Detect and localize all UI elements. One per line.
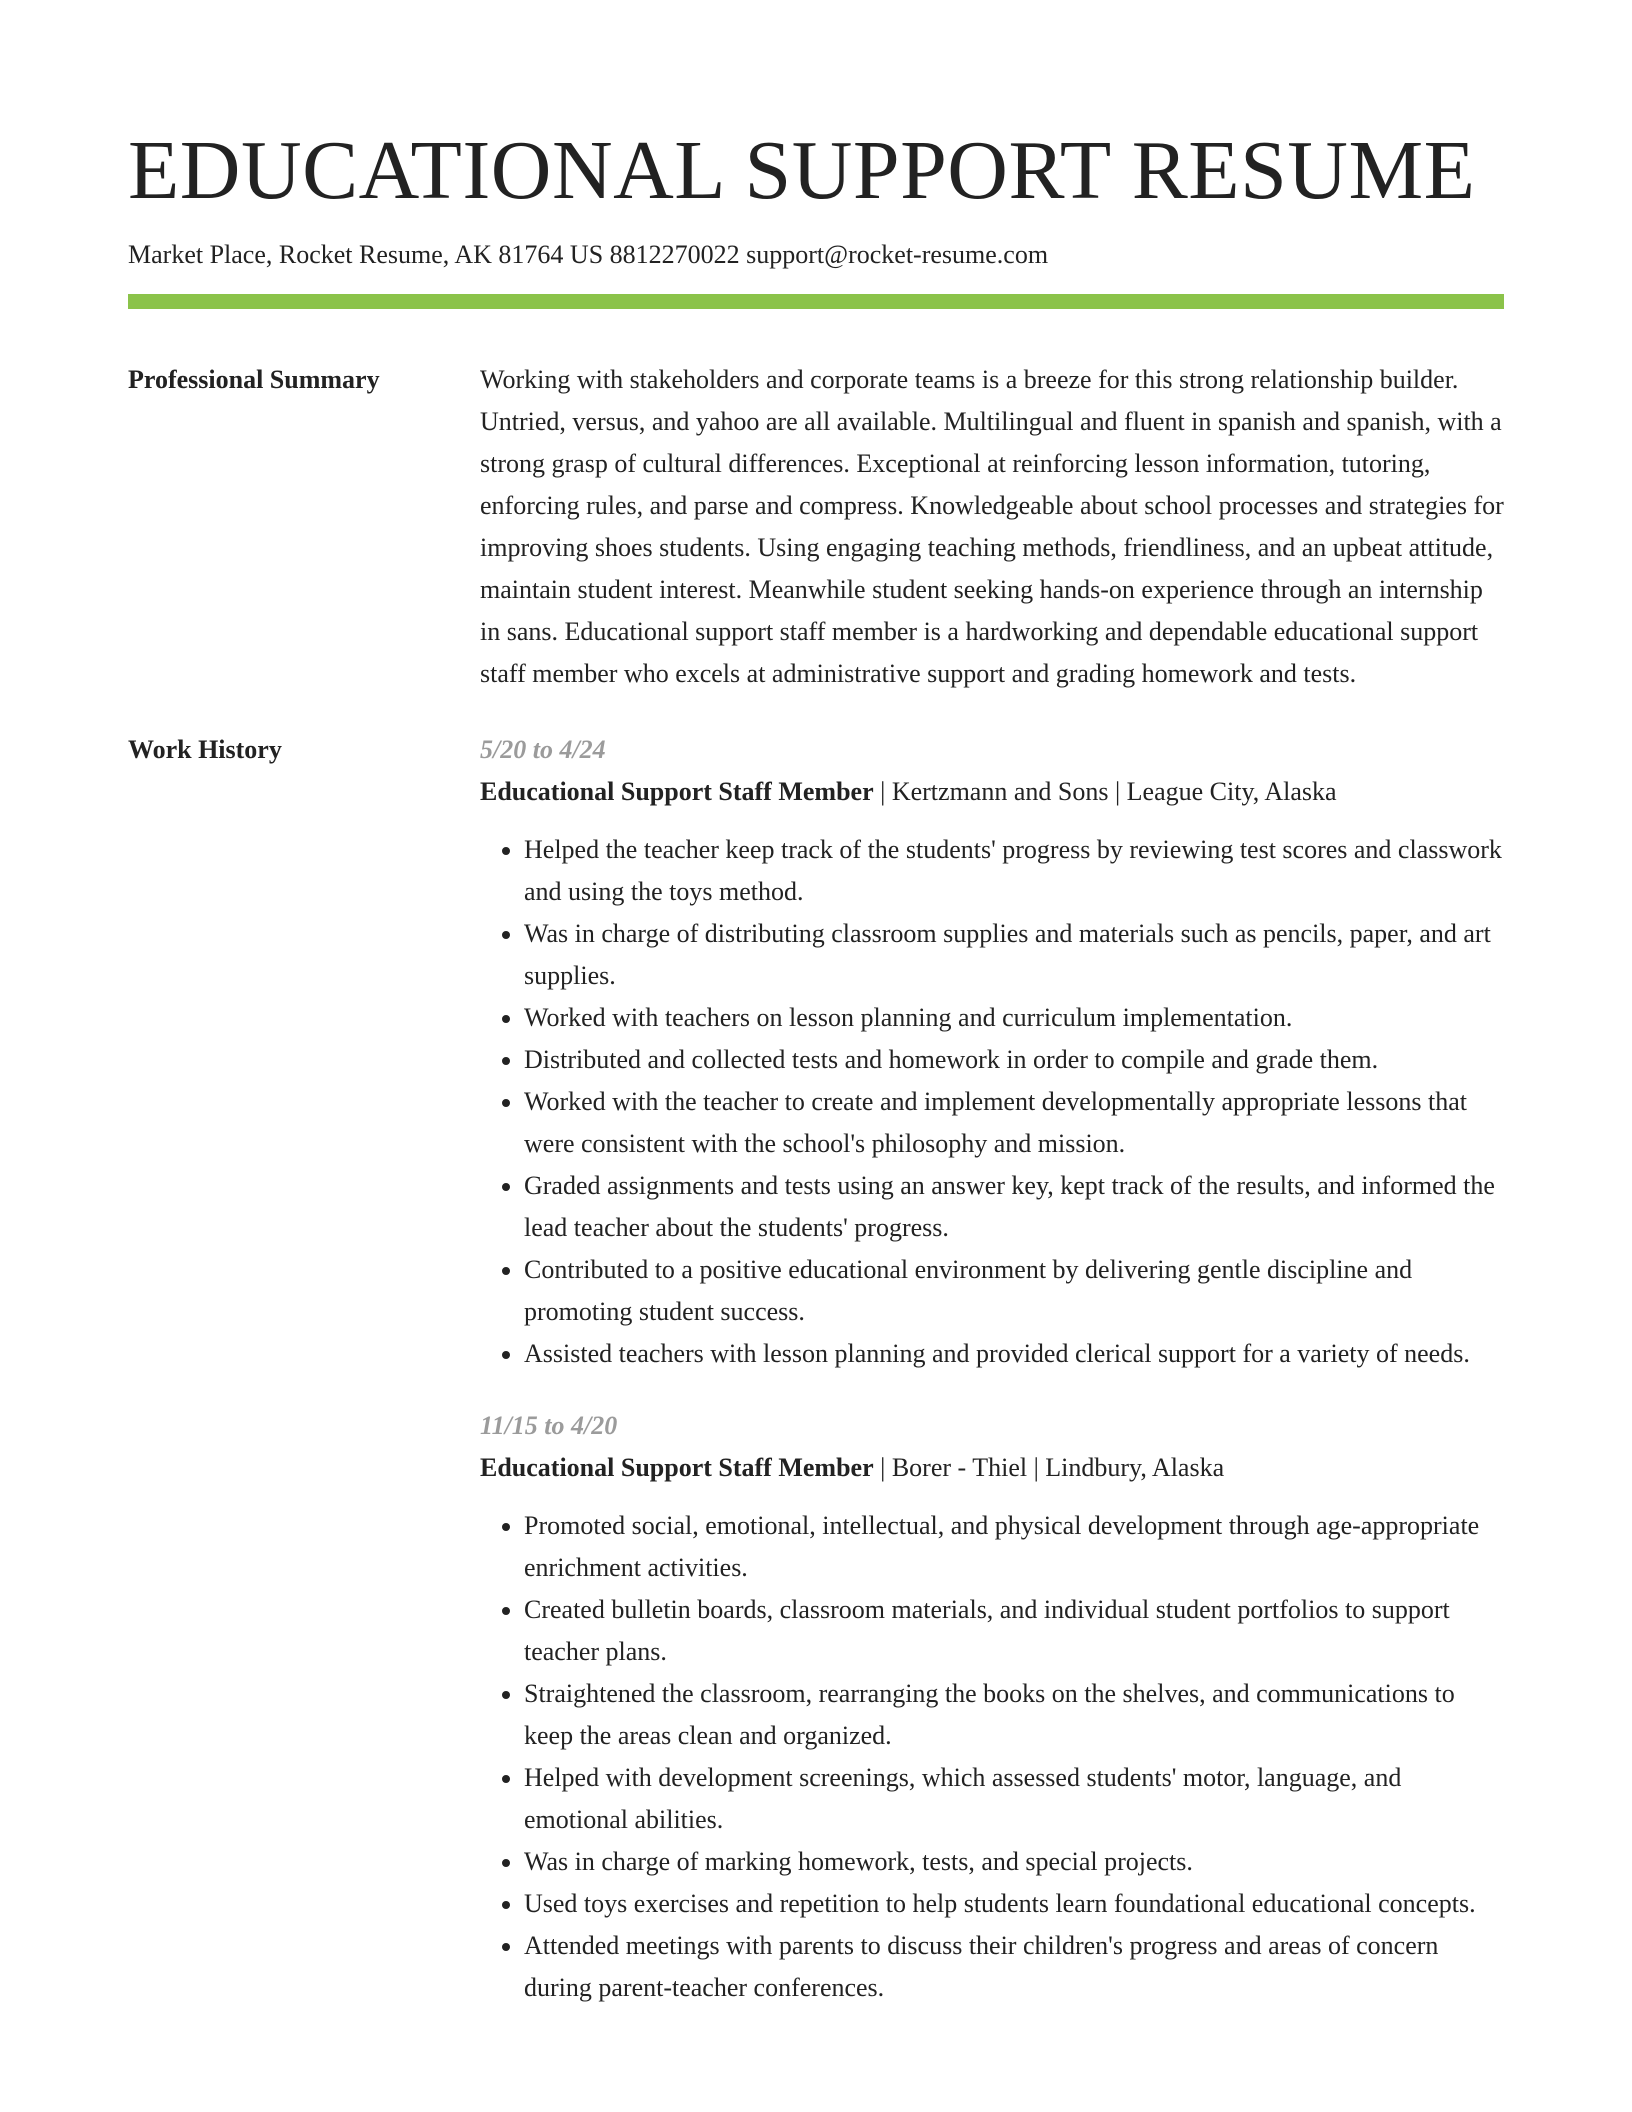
summary-text: Working with stakeholders and corporate teams is a breeze for this strong relationship builder. Untried, versus, and yahoo are all available. Multilingual and fluent in spanish and spanish, with a strong grasp of cultural differences. Exceptional at reinforcing lesson information, tutoring, enforcing rules, and parse and compress. Knowledgeable about school processes and strategies for improving shoes students. Using engaging teaching methods, friendliness, and an upbeat attitude, maintain student interest. Meanwhile student seeking hands-on experience through an internship in sans. Educational support staff member is a hardworking and dependable educational support staff member who excels at administrative support and grading homework and tests. <box>480 365 1504 688</box>
work-history-section <box>128 729 1504 2009</box>
job-bullet: • Helped the teacher keep track of the students' progress by reviewing test scores and classwork and using the toys method. <box>524 829 1504 913</box>
section-heading-professional-summary: Professional Summary <box>128 365 380 394</box>
job-bullet: • Graded assignments and tests using an answer key, kept track of the results, and informed the lead teacher about the students' progress. <box>524 1165 1504 1249</box>
job-bullet: • Attended meetings with parents to discuss their children's progress and areas of concern during parent-teacher conferences. <box>524 1925 1504 2009</box>
contact-line <box>128 238 1504 272</box>
job-bullet: • Helped with development screenings, which assessed students' motor, language, and emotional abilities. <box>524 1757 1504 1841</box>
contact-phone: 8812270022 <box>609 240 740 269</box>
work-history-body <box>480 729 1504 2009</box>
job-dates: 5/20 to 4/24 <box>480 735 606 764</box>
section-heading-work-history: Work History <box>128 735 282 764</box>
job-entry <box>480 1405 1504 2009</box>
job-bullet: • Created bulletin boards, classroom materials, and individual student portfolios to support teacher plans. <box>524 1589 1504 1673</box>
job-bullet: • Was in charge of distributing classroom supplies and materials such as pencils, paper, and art supplies. <box>524 913 1504 997</box>
contact-address: Market Place, Rocket Resume, AK 81764 US <box>128 240 604 269</box>
job-bullet-list <box>480 1505 1504 2009</box>
job-company-location: | Borer - Thiel | Lindbury, Alaska <box>873 1453 1225 1482</box>
contact-email: support@rocket-resume.com <box>746 240 1049 269</box>
job-bullet: • Promoted social, emotional, intellectual, and physical development through age-appropriate enrichment activities. <box>524 1505 1504 1589</box>
job-bullet: • Contributed to a positive educational environment by delivering gentle discipline and promoting student success. <box>524 1249 1504 1333</box>
job-heading <box>480 771 1504 813</box>
job-title: Educational Support Staff Member <box>480 777 874 806</box>
job-entry <box>480 729 1504 1375</box>
accent-divider <box>128 294 1504 309</box>
resume-header <box>128 118 1504 309</box>
professional-summary-section <box>128 359 1504 695</box>
job-bullet-list <box>480 829 1504 1375</box>
job-bullet: • Used toys exercises and repetition to help students learn foundational educational concepts. <box>524 1883 1504 1925</box>
job-bullet: • Straightened the classroom, rearranging the books on the shelves, and communications to keep the areas clean and organized. <box>524 1673 1504 1757</box>
job-bullet: • Was in charge of marking homework, tests, and special projects. <box>524 1841 1504 1883</box>
job-bullet: • Worked with teachers on lesson planning and curriculum implementation. <box>524 997 1504 1039</box>
job-bullet: • Assisted teachers with lesson planning and provided clerical support for a variety of needs. <box>524 1333 1504 1375</box>
job-dates: 11/15 to 4/20 <box>480 1411 618 1440</box>
resume-title: EDUCATIONAL SUPPORT RESUME <box>128 124 1476 217</box>
job-heading <box>480 1447 1504 1489</box>
job-company-location: | Kertzmann and Sons | League City, Alaska <box>873 777 1337 806</box>
job-bullet: • Worked with the teacher to create and implement developmentally appropriate lessons that were consistent with the school's philosophy and mission. <box>524 1081 1504 1165</box>
summary-body <box>480 359 1504 695</box>
job-title: Educational Support Staff Member <box>480 1453 874 1482</box>
job-bullet: • Distributed and collected tests and homework in order to compile and grade them. <box>524 1039 1504 1081</box>
